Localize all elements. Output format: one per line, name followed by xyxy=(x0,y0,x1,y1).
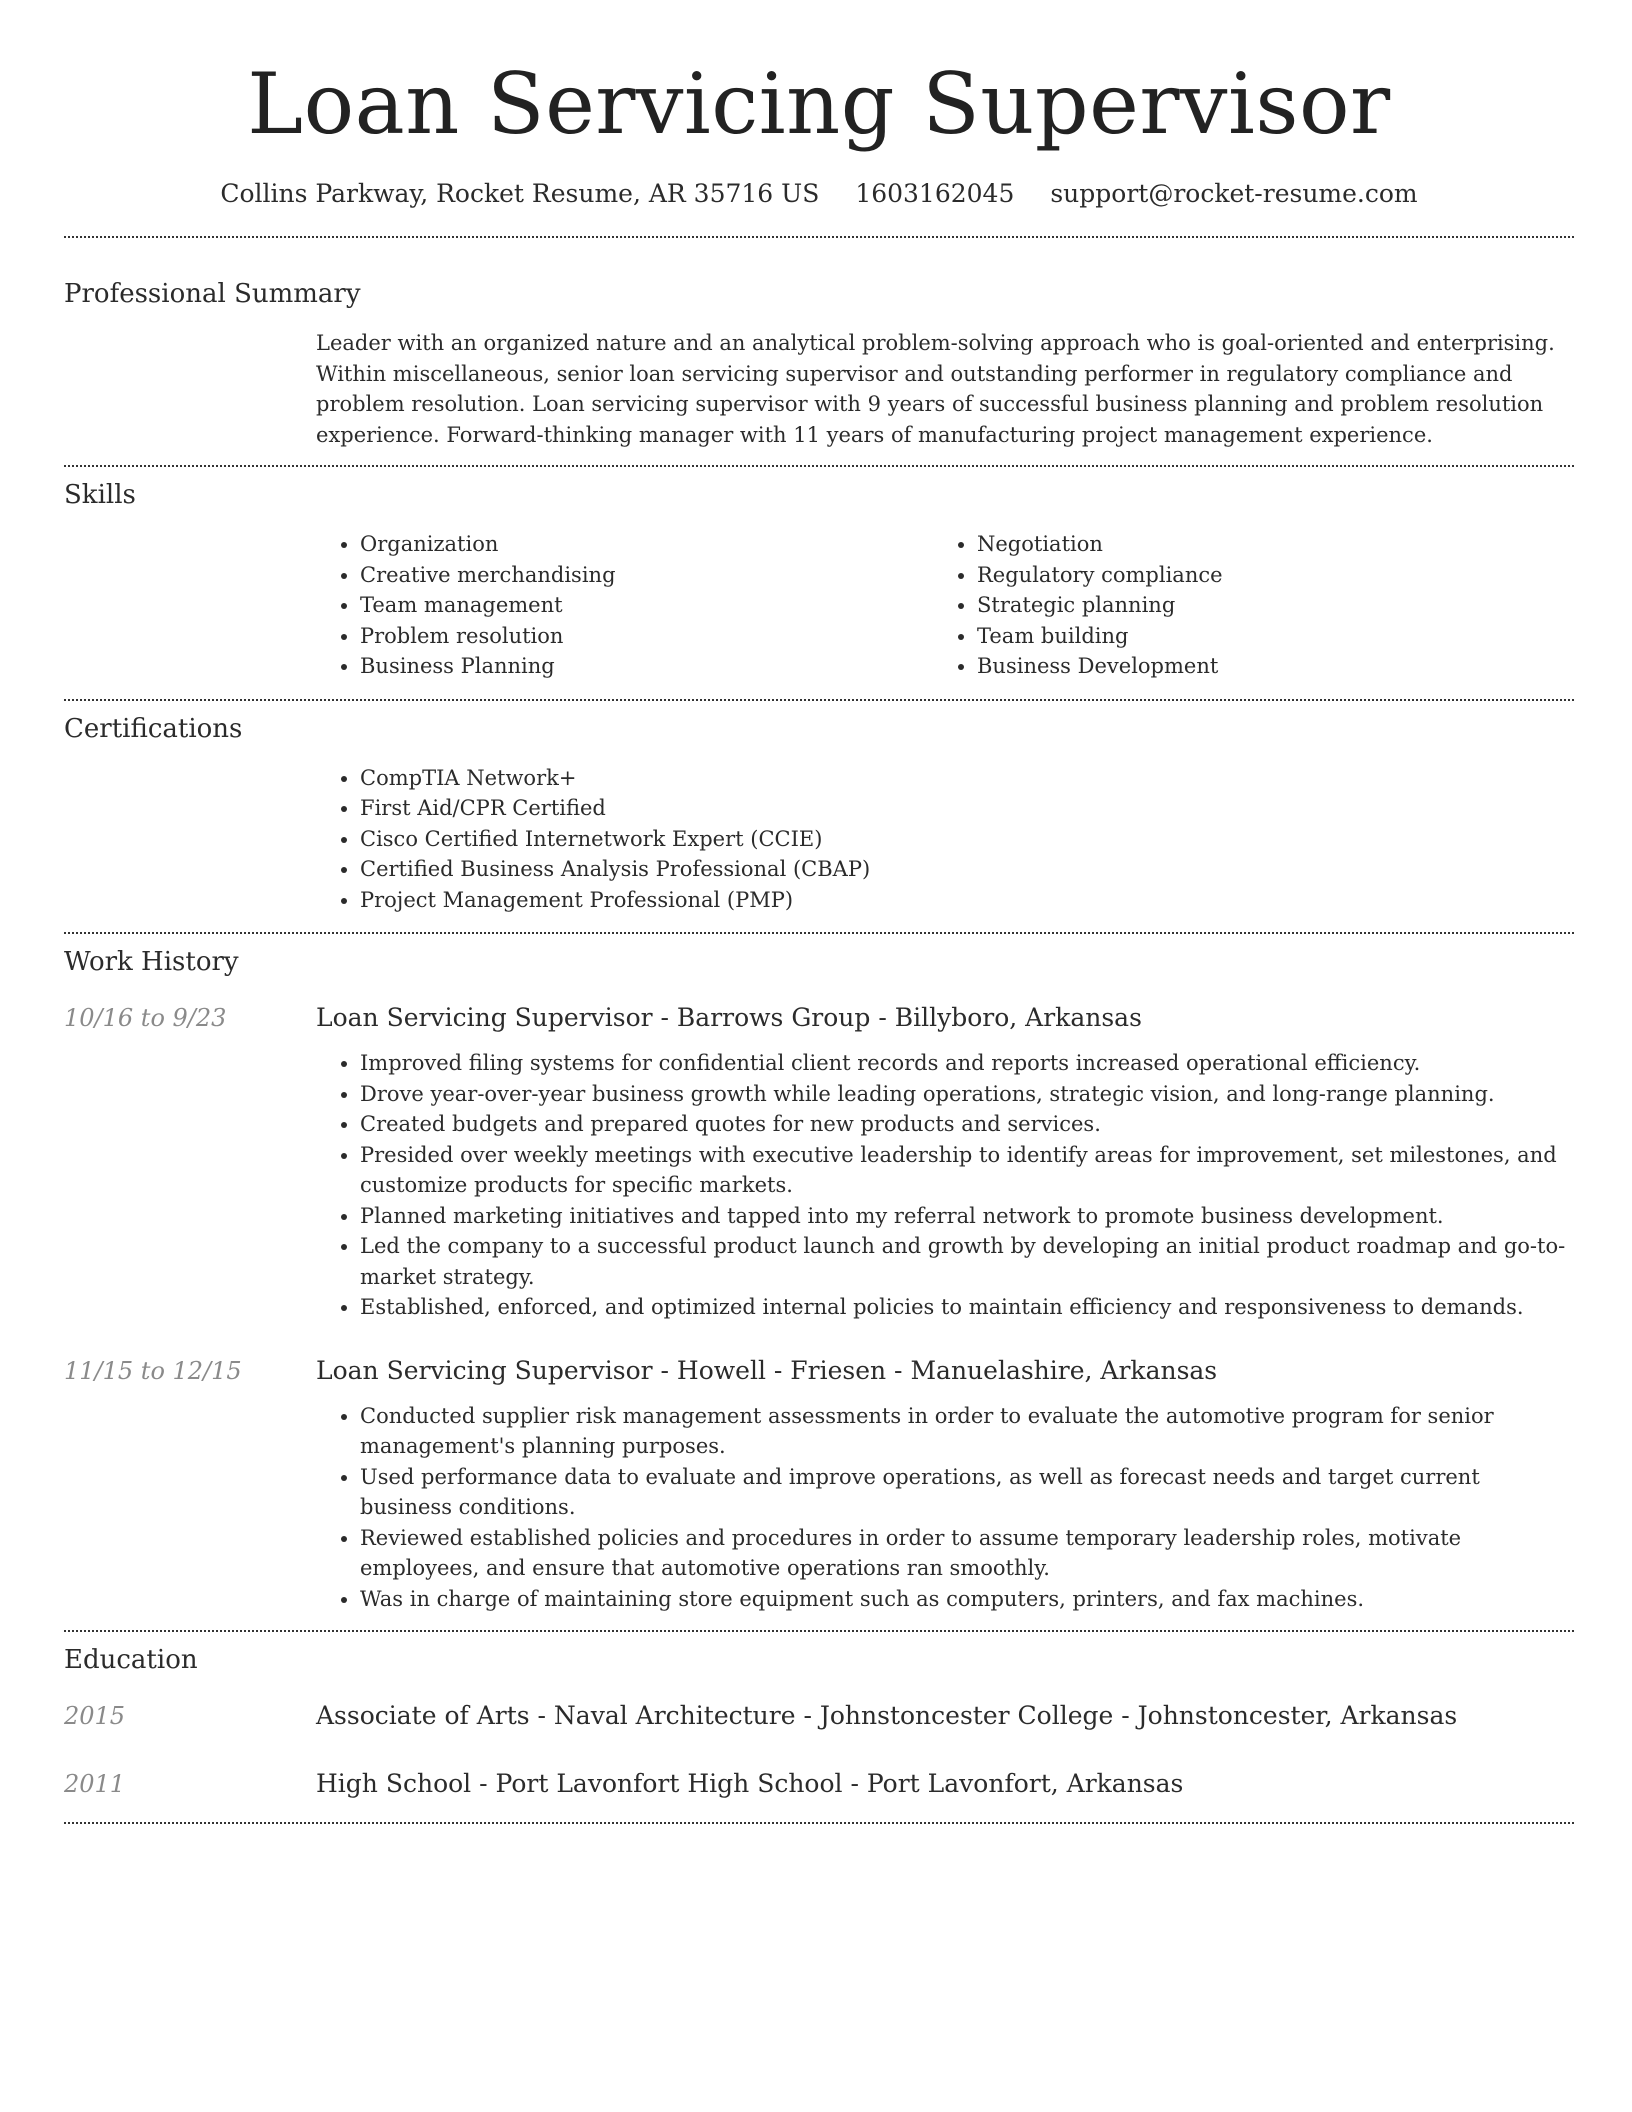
job-heading xyxy=(316,1000,1574,1036)
skill-item: • Business Planning xyxy=(360,651,933,682)
skill-item: • Problem resolution xyxy=(360,621,933,652)
summary-section xyxy=(64,238,1574,450)
skill-item: • Negotiation xyxy=(977,529,1550,560)
certification-item: • First Aid/CPR Certified xyxy=(360,793,1574,824)
contact-line xyxy=(64,176,1574,212)
job-role: Loan Servicing Supervisor xyxy=(316,1355,653,1385)
job-bullet: • Led the company to a successful product launch and growth by developing an initial product roadmap and go-to-market strategy. xyxy=(360,1231,1574,1292)
candidate-name: Loan Servicing Supervisor xyxy=(247,55,1391,153)
job-bullet: • Established, enforced, and optimized internal policies to maintain efficiency and responsiveness to demands. xyxy=(360,1292,1574,1323)
education-year: 2015 xyxy=(64,1702,126,1730)
certifications-content xyxy=(316,763,1574,916)
job-dates: 10/16 to 9/23 xyxy=(64,1004,227,1032)
certification-item: • CompTIA Network+ xyxy=(360,763,1574,794)
education-title: Education xyxy=(64,1645,198,1675)
skill-item: • Organization xyxy=(360,529,933,560)
skills-grid xyxy=(316,529,1574,682)
education-text: High School - Port Lavonfort High School - Port Lavonfort, Arkansas xyxy=(316,1769,1184,1798)
job-bullet: • Presided over weekly meetings with executive leadership to identify areas for improvement, set milestones, and customize products for specific markets. xyxy=(360,1140,1574,1201)
certification-item: • Cisco Certified Internetwork Expert (CCIE) xyxy=(360,824,1574,855)
job-entry xyxy=(64,1353,1574,1615)
job-bullet: • Conducted supplier risk management assessments in order to evaluate the automotive program for senior management's planning purposes. xyxy=(360,1401,1574,1462)
job-body xyxy=(316,1353,1574,1615)
skills-list-right xyxy=(933,529,1550,682)
skill-item: • Strategic planning xyxy=(977,590,1550,621)
job-bullet: • Used performance data to evaluate and improve operations, as well as forecast needs and target current business conditions. xyxy=(360,1462,1574,1523)
job-role: Loan Servicing Supervisor xyxy=(316,1003,653,1032)
job-bullet: • Improved filing systems for confidential client records and reports increased operational efficiency. xyxy=(360,1048,1574,1079)
education-year: 2011 xyxy=(64,1770,126,1798)
job-bullet: • Planned marketing initiatives and tapped into my referral network to promote business development. xyxy=(360,1201,1574,1232)
job-bullet: • Reviewed established policies and procedures in order to assume temporary leadership roles, motivate employees, and ensure that automotive operations ran smoothly. xyxy=(360,1523,1574,1584)
resume-header xyxy=(64,54,1574,212)
work-section xyxy=(64,934,1574,1614)
section-divider xyxy=(64,1822,1574,1824)
certifications-title: Certifications xyxy=(64,713,243,744)
education-entry xyxy=(64,1698,1574,1734)
education-section xyxy=(64,1632,1574,1802)
job-heading xyxy=(316,1353,1574,1389)
certifications-section xyxy=(64,701,1574,916)
skill-item: • Team management xyxy=(360,590,933,621)
job-details: - Barrows Group - Billyboro, Arkansas xyxy=(652,1003,1142,1032)
skills-section xyxy=(64,467,1574,682)
work-title: Work History xyxy=(64,947,239,977)
education-entry xyxy=(64,1766,1574,1802)
summary-text: Leader with an organized nature and an analytical problem-solving approach who is goal-oriented and enterprising. Within miscellaneous, senior loan servicing supervisor and outstanding performer in regulatory compliance and problem resolution. Loan servicing supervisor with 9 years of successful business planning and problem resolution experience. Forward-thinking manager with 11 years of manufacturing project management experience. xyxy=(316,331,1555,447)
skill-item: • Team building xyxy=(977,621,1550,652)
phone-text: 1603162045 xyxy=(855,179,1015,208)
job-body xyxy=(316,1000,1574,1323)
job-dates: 11/15 to 12/15 xyxy=(64,1356,242,1385)
job-bullets xyxy=(316,1401,1574,1615)
certifications-list xyxy=(316,763,1574,916)
skill-item: • Regulatory compliance xyxy=(977,560,1550,591)
job-bullet: • Created budgets and prepared quotes for new products and services. xyxy=(360,1109,1574,1140)
job-bullet: • Was in charge of maintaining store equipment such as computers, printers, and fax machines. xyxy=(360,1584,1574,1615)
job-bullet: • Drove year-over-year business growth while leading operations, strategic vision, and long-range planning. xyxy=(360,1079,1574,1110)
summary-title: Professional Summary xyxy=(64,279,361,309)
education-text: Associate of Arts - Naval Architecture - Johnstoncester College - Johnstoncester, Arkansas xyxy=(316,1701,1458,1730)
resume-page xyxy=(64,0,1574,1824)
job-bullets xyxy=(316,1048,1574,1323)
skill-item: • Creative merchandising xyxy=(360,560,933,591)
address-text: Collins Parkway, Rocket Resume, AR 35716 US xyxy=(220,179,820,208)
skills-title: Skills xyxy=(64,480,136,510)
skill-item: • Business Development xyxy=(977,651,1550,682)
job-details: - Howell - Friesen - Manuelashire, Arkansas xyxy=(652,1355,1218,1385)
certification-item: • Project Management Professional (PMP) xyxy=(360,885,1574,916)
skills-list-left xyxy=(316,529,933,682)
email-text: support@rocket-resume.com xyxy=(1050,179,1418,208)
job-entry xyxy=(64,1000,1574,1323)
certification-item: • Certified Business Analysis Professional (CBAP) xyxy=(360,854,1574,885)
